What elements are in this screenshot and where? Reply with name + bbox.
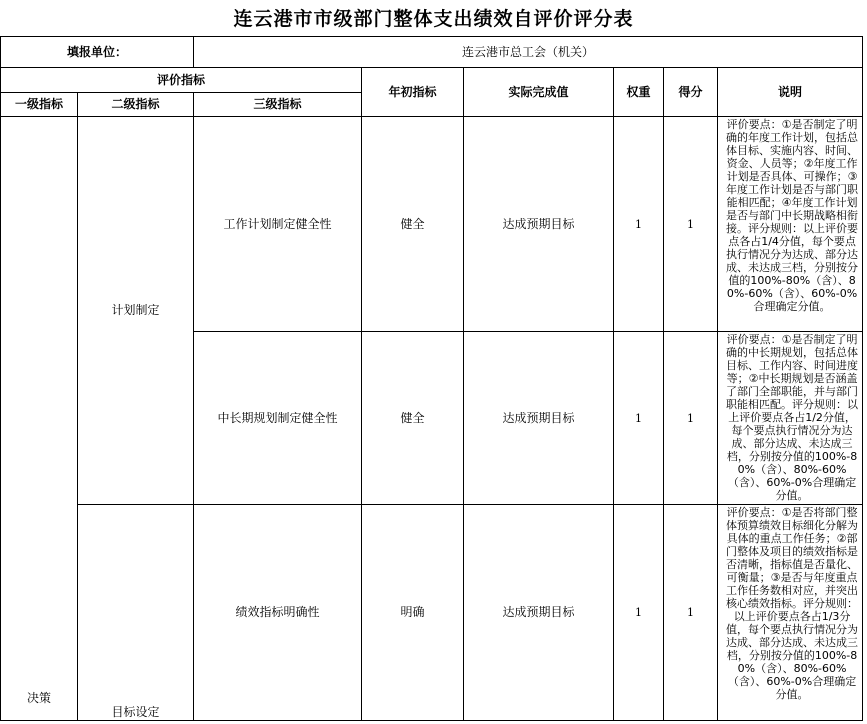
header-actual: 实际完成值 — [464, 68, 614, 117]
score-cell: 1 — [664, 332, 718, 505]
score-cell: 1 — [664, 117, 718, 332]
header-weight: 权重 — [614, 68, 664, 117]
actual-cell: 达成预期目标 — [464, 117, 614, 332]
unit-value: 连云港市总工会（机关） — [194, 37, 863, 68]
weight-cell: 1 — [614, 505, 664, 721]
weight-cell: 1 — [614, 117, 664, 332]
header-note: 说明 — [718, 68, 863, 117]
note-text: 评价要点：①是否制定了明确的年度工作计划，包括总体目标、实施内容、时间、资金、人员等；②年度工作计划是否具体、可操作；③年度工作计划是否与部门职能相匹配；④年度工作计划是否与部门中长期战略相衔接。评分规则：以上评价要点各占1/4分值，每个要点执行情况分为达成、部分达成、未达成三档，分别按分值的100%-80%（含）、80%-60%（含）、60%-0%合理确定分值。 — [726, 118, 859, 313]
level2-cell: 目标设定 — [78, 505, 194, 721]
page-title: 连云港市市级部门整体支出绩效自评价评分表 — [233, 8, 634, 30]
header-level1: 一级指标 — [1, 93, 78, 117]
header-score: 得分 — [664, 68, 718, 117]
table-row — [1, 505, 863, 721]
header-target: 年初指标 — [362, 68, 464, 117]
header-row-1 — [1, 68, 863, 93]
note-text: 评价要点：①是否将部门整体预算绩效目标细化分解为具体的重点工作任务；②部门整体及项目的绩效指标是否清晰，指标值是否量化、可衡量；③是否与年度重点工作任务数相对应，并突出核心绩效指标。评分规则：以上评价要点各占1/3分值，每个要点执行情况分为达成、部分达成、未达成三档，分别按分值的100%-80%（含）、80%-60%（含）、60%-0%合理确定分值。 — [726, 506, 859, 701]
score-cell: 1 — [664, 505, 718, 721]
target-cell: 健全 — [362, 117, 464, 332]
level3-cell: 绩效指标明确性 — [194, 505, 362, 721]
actual-cell: 达成预期目标 — [464, 505, 614, 721]
weight-cell: 1 — [614, 332, 664, 505]
header-level2: 二级指标 — [78, 93, 194, 117]
note-cell — [718, 332, 863, 505]
level3-cell: 工作计划制定健全性 — [194, 117, 362, 332]
level3-cell: 中长期规划制定健全性 — [194, 332, 362, 505]
level2-cell: 计划制定 — [78, 117, 194, 505]
unit-label: 填报单位： — [1, 37, 194, 68]
level1-cell: 决策 — [1, 117, 78, 721]
evaluation-table — [0, 36, 863, 721]
actual-cell: 达成预期目标 — [464, 332, 614, 505]
target-cell: 明确 — [362, 505, 464, 721]
header-eval-group: 评价指标 — [1, 68, 362, 93]
target-cell: 健全 — [362, 332, 464, 505]
table-row — [1, 117, 863, 332]
header-level3: 三级指标 — [194, 93, 362, 117]
note-cell — [718, 505, 863, 721]
note-text: 评价要点：①是否制定了明确的中长期规划，包括总体目标、工作内容、时间进度等；②中长期规划是否涵盖了部门全部职能，并与部门职能相匹配。评分规则：以上评价要点各占1/2分值，每个要点执行情况分为达成、部分达成、未达成三档，分别按分值的100%-80%（含）、80%-60%（含）、60%-0%合理确定分值。 — [726, 333, 859, 502]
unit-row — [1, 37, 863, 68]
note-cell — [718, 117, 863, 332]
